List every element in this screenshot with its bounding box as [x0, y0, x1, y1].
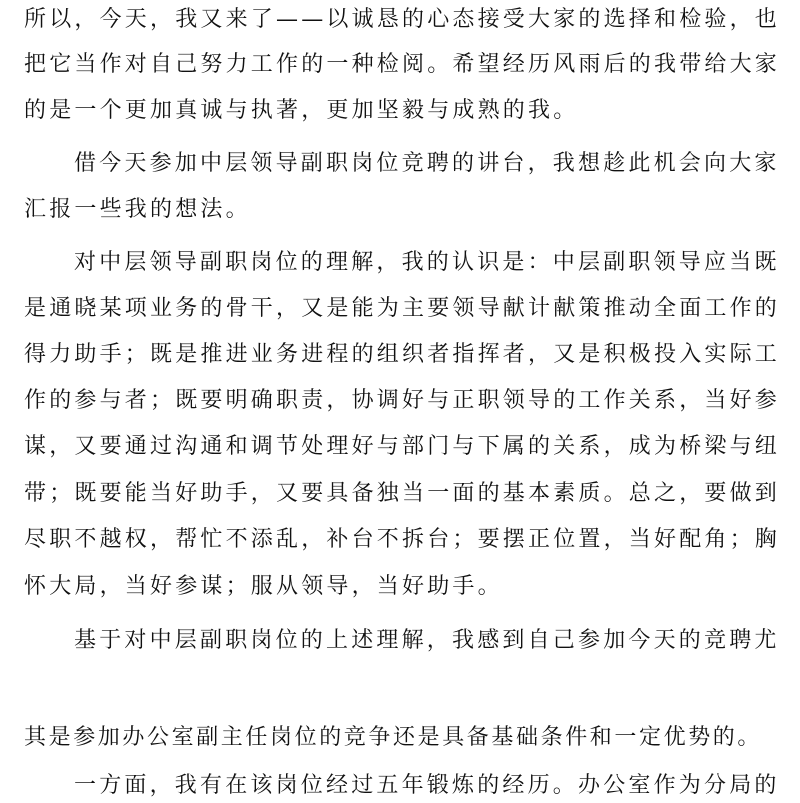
text-line-9: 作的参与者；既要明确职责，协调好与正职领导的工作关系，当好参 — [24, 388, 781, 413]
text-line-11: 带；既要能当好助手，又要具备独当一面的基本素质。总之，要做到 — [24, 481, 781, 506]
text-line-5: 汇报一些我的想法。 — [24, 197, 251, 222]
text-line-1: 所以，今天，我又来了——以诚恳的心态接受大家的选择和检验，也 — [24, 7, 781, 32]
text-line-6: 对中层领导副职岗位的理解，我的认识是：中层副职领导应当既 — [74, 250, 780, 275]
text-line-3: 的是一个更加真诚与执著，更加坚毅与成熟的我。 — [24, 98, 579, 123]
text-line-16: 一方面，我有在该岗位经过五年锻炼的经历。办公室作为分局的 — [74, 773, 780, 798]
text-line-12: 尽职不越权，帮忙不添乱，补台不拆台；要摆正位置，当好配角；胸 — [24, 527, 781, 552]
text-line-15: 其是参加办公室副主任岗位的竞争还是具备基础条件和一定优势的。 — [24, 725, 763, 750]
text-line-14: 基于对中层副职岗位的上述理解，我感到自己参加今天的竞聘尤 — [74, 628, 780, 653]
text-line-8: 得力助手；既是推进业务进程的组织者指挥者，又是积极投入实际工 — [24, 342, 781, 367]
text-line-7: 是通晓某项业务的骨干，又是能为主要领导献计献策推动全面工作的 — [24, 296, 781, 321]
text-line-10: 谋，又要通过沟通和调节处理好与部门与下属的关系，成为桥梁与纽 — [24, 434, 781, 459]
text-line-13: 怀大局，当好参谋；服从领导，当好助手。 — [24, 574, 503, 599]
text-line-4: 借今天参加中层领导副职岗位竞聘的讲台，我想趁此机会向大家 — [74, 151, 780, 176]
text-line-2: 把它当作对自己努力工作的一种检阅。希望经历风雨后的我带给大家 — [24, 52, 781, 77]
